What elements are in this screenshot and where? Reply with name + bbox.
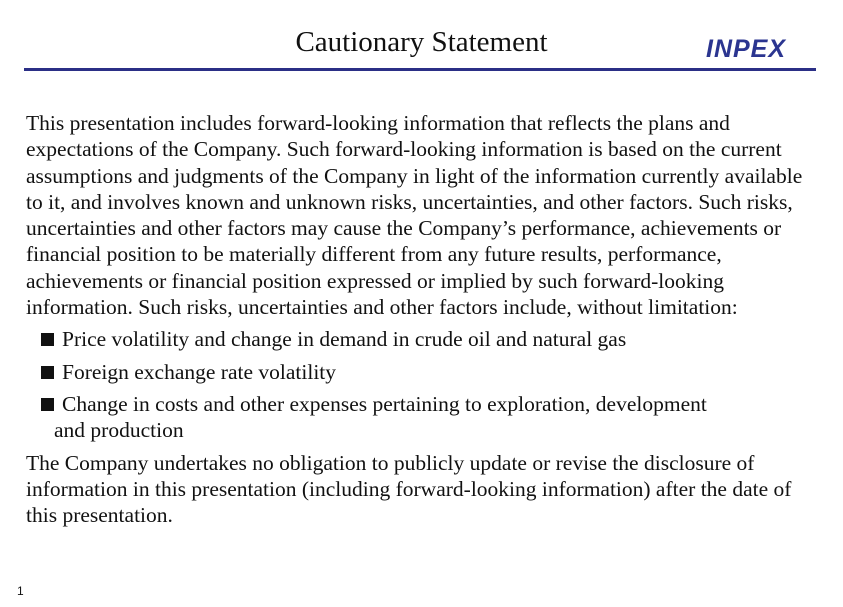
closing-paragraph: The Company undertakes no obligation to publicly update or revise the disclosure of information in this presentation (including forward-looking information) after the date of this presentation. <box>26 450 792 528</box>
square-bullet-icon <box>41 398 54 411</box>
inpex-logo: INPEX <box>706 35 787 63</box>
square-bullet-icon <box>41 333 54 346</box>
list-item-continuation: and production <box>54 418 184 443</box>
square-bullet-icon <box>41 366 54 379</box>
list-item-text: Foreign exchange rate volatility <box>62 359 337 384</box>
slide-body <box>26 110 816 528</box>
list-item-text: Change in costs and other expenses pertaining to exploration, development <box>62 391 707 416</box>
page-number: 1 <box>17 584 24 598</box>
risk-list <box>26 326 816 443</box>
slide-title: Cautionary Statement <box>295 26 548 58</box>
list-item <box>26 326 816 352</box>
title-divider <box>24 68 816 71</box>
list-item-text: Price volatility and change in demand in crude oil and natural gas <box>62 327 627 352</box>
list-item <box>26 391 816 444</box>
list-item <box>26 359 816 385</box>
intro-paragraph: This presentation includes forward-looking information that reflects the plans and expectations of the Company. Such forward-looking information is based on the current assumptions and judgments of the Company in light of the information currently available to it, and involves known and unknown risks, uncertainties, and other factors. Such risks, uncertainties and other factors may cause the Company’s performance, achievements or financial position to be materially different from any future results, performance, achievements or financial position expressed or implied by such forward-looking information. Such risks, uncertainties and other factors include, without limitation: <box>26 111 803 320</box>
